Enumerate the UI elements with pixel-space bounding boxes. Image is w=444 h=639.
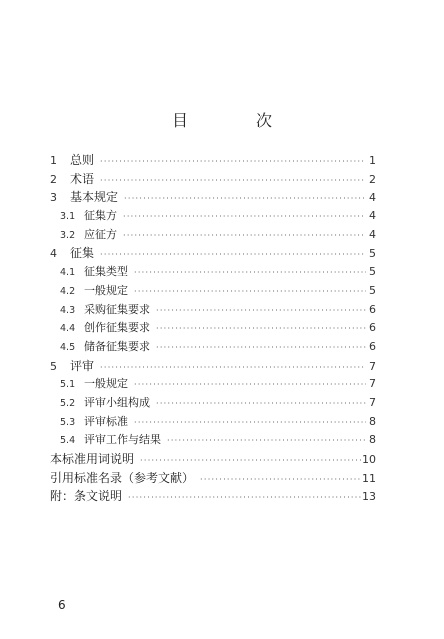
toc-entry-number: 2	[50, 172, 57, 186]
toc-entry[interactable]	[50, 357, 376, 376]
toc-entry-page: 11	[362, 471, 376, 485]
dot-leader	[132, 283, 366, 302]
toc-entry-number: 1	[50, 154, 57, 167]
toc-entry-page: 7	[369, 359, 376, 373]
toc-entry[interactable]	[50, 413, 376, 432]
toc-entry-label: 评审小组构成	[84, 395, 150, 409]
toc-entry-page: 6	[369, 321, 376, 335]
dot-leader	[132, 264, 366, 283]
toc-entry-page: 6	[369, 302, 376, 316]
toc-entry[interactable]	[50, 431, 376, 450]
toc-entry-page: 2	[369, 172, 376, 186]
toc-entry-label: 创作征集要求	[84, 321, 150, 335]
toc-entry[interactable]	[50, 170, 376, 189]
toc-entry[interactable]	[50, 301, 376, 320]
toc-entry[interactable]	[50, 487, 376, 506]
toc-entry-number: 4.1	[60, 267, 76, 279]
toc-entry[interactable]	[50, 394, 376, 413]
toc-entry-label: 一般规定	[84, 377, 128, 391]
toc-entry-number: 4	[50, 247, 57, 261]
toc-entry-page: 4	[369, 209, 376, 223]
toc-entry-number: 3.2	[60, 229, 76, 241]
toc-entry-label: 基本规定	[70, 190, 119, 205]
table-of-contents	[50, 151, 376, 506]
dot-leader	[132, 376, 366, 395]
toc-entry-label: 征集类型	[84, 265, 128, 279]
toc-entry-label: 总则	[70, 153, 95, 167]
toc-entry-number: 4.3	[60, 304, 76, 316]
dot-leader	[154, 302, 366, 321]
toc-entry[interactable]	[50, 226, 376, 245]
toc-entry-page: 8	[369, 433, 376, 447]
page-number: 6	[58, 598, 66, 612]
toc-entry-page: 6	[369, 339, 376, 353]
toc-entry-label: 引用标准名录（参考文献）	[50, 470, 195, 485]
toc-entry-number: 5	[50, 359, 57, 373]
toc-entry[interactable]	[50, 375, 376, 394]
toc-entry-page: 4	[369, 191, 376, 205]
toc-entry[interactable]	[50, 207, 376, 226]
toc-entry[interactable]	[50, 263, 376, 282]
toc-entry[interactable]	[50, 319, 376, 338]
toc-entry-page: 5	[369, 283, 376, 297]
toc-entry[interactable]	[50, 338, 376, 357]
toc-entry-label: 评审标准	[84, 414, 128, 428]
dot-leader	[132, 414, 366, 433]
toc-entry-number: 4.2	[60, 285, 76, 297]
dot-leader	[121, 227, 366, 246]
toc-entry-page: 5	[369, 265, 376, 279]
toc-entry-label: 一般规定	[84, 283, 128, 297]
toc-entry-page: 10	[362, 453, 376, 466]
toc-entry[interactable]	[50, 450, 376, 469]
toc-entry[interactable]	[50, 282, 376, 301]
toc-entry-label: 储备征集要求	[84, 339, 150, 353]
toc-entry-label: 评审	[70, 358, 95, 373]
toc-entry-label: 征集	[70, 246, 95, 261]
dot-leader	[154, 339, 366, 358]
toc-entry-label: 本标准用词说明	[50, 452, 135, 466]
toc-entry[interactable]	[50, 188, 376, 207]
toc-entry-label: 术语	[70, 171, 95, 186]
toc-entry-page: 8	[369, 414, 376, 428]
toc-entry-page: 13	[362, 490, 376, 504]
toc-entry-label: 征集方	[84, 209, 117, 223]
toc-entry-label: 评审工作与结果	[84, 433, 161, 447]
toc-entry-number: 5.1	[60, 379, 76, 391]
dot-leader	[154, 320, 366, 339]
page-title: 目 次	[171, 111, 298, 130]
toc-entry-number: 5.3	[60, 416, 76, 428]
toc-entry-number: 4.5	[60, 341, 76, 353]
dot-leader	[126, 489, 362, 508]
toc-entry-page: 1	[369, 154, 376, 167]
toc-entry-page: 7	[369, 395, 376, 409]
dot-leader	[165, 432, 366, 451]
toc-entry[interactable]	[50, 151, 376, 170]
toc-entry-label: 应征方	[84, 227, 117, 241]
toc-entry-page: 4	[369, 227, 376, 241]
toc-entry-page: 7	[369, 377, 376, 391]
dot-leader	[154, 395, 366, 414]
toc-entry[interactable]	[50, 244, 376, 263]
toc-entry-number: 3.1	[60, 211, 76, 223]
toc-entry-page: 5	[369, 247, 376, 261]
toc-entry[interactable]	[50, 469, 376, 488]
toc-entry-number: 5.4	[60, 435, 76, 447]
toc-entry-label: 附：条文说明	[50, 489, 123, 504]
toc-entry-label: 采购征集要求	[84, 302, 150, 316]
toc-entry-number: 4.4	[60, 323, 76, 335]
toc-entry-number: 3	[50, 191, 57, 205]
dot-leader	[121, 208, 366, 227]
toc-entry-number: 5.2	[60, 397, 76, 409]
